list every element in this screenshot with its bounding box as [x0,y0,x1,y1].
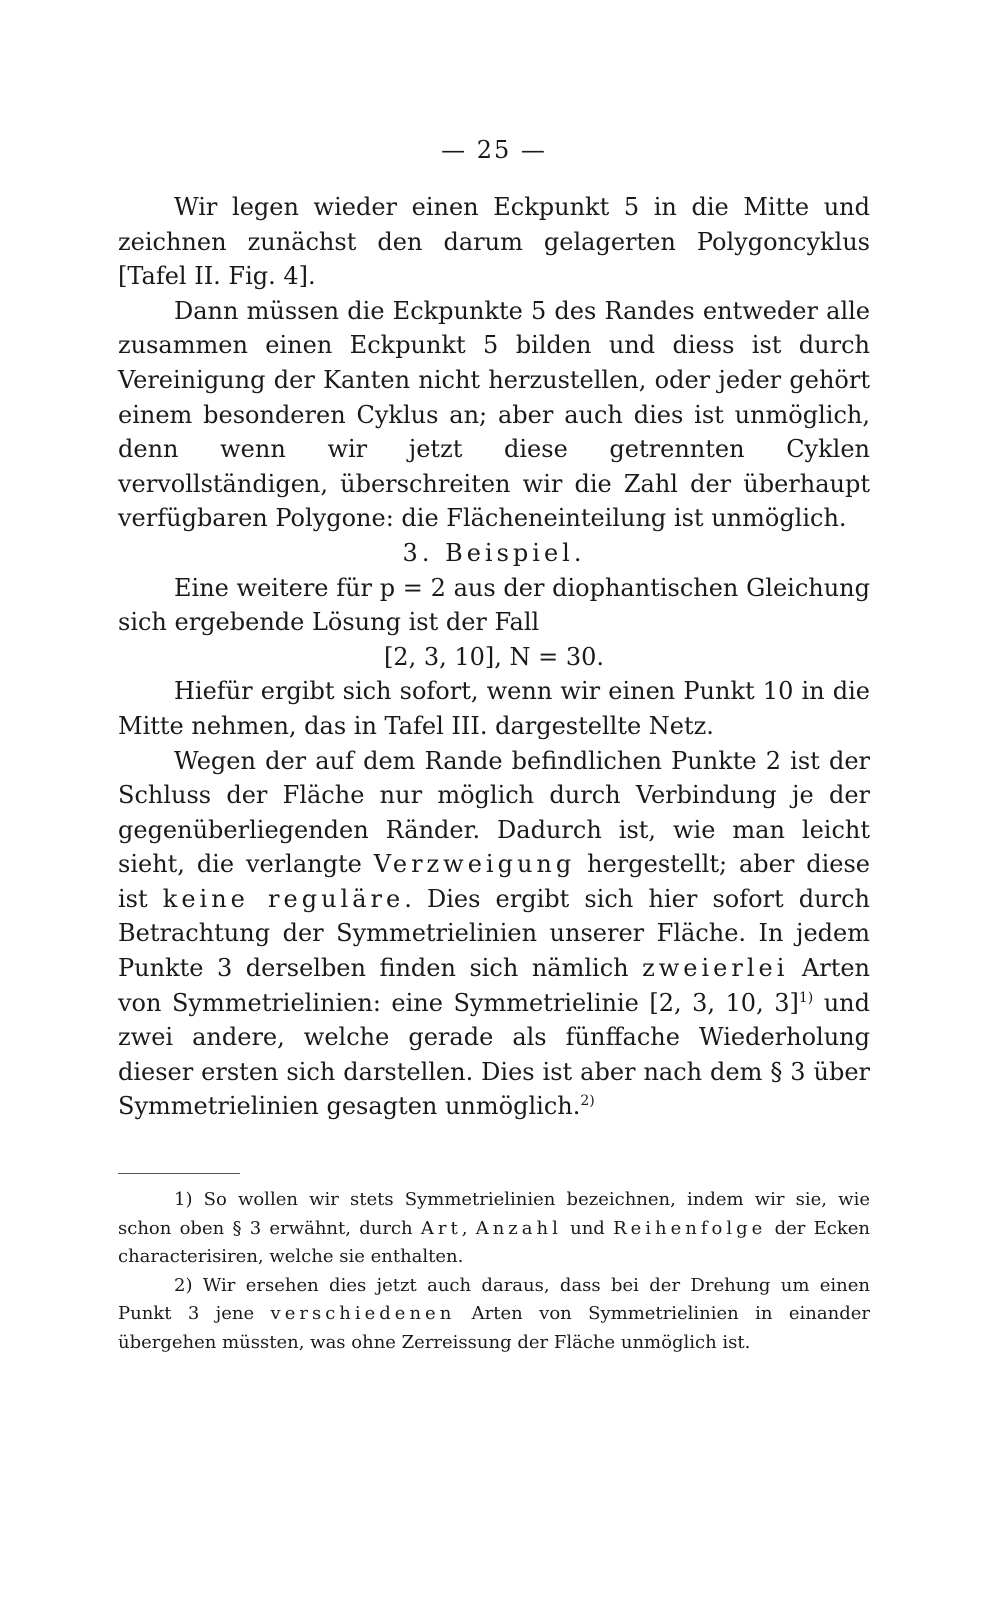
f1-part-a: 1) So wollen wir stets Symmetrielinien bezeichnen, indem wir sie, wie schon oben § 3 erwähnt, durch [118,1189,870,1239]
f2-spaced-verschiedenen: verschiedenen [270,1303,456,1324]
section-heading [118,536,870,571]
p5-spaced-zweierlei: zweierlei [642,954,789,983]
f1-part-d: der Ecken characterisiren, welche sie enthalten. [118,1217,870,1267]
page-number: — 25 — [441,136,547,164]
paragraph-1: Wir legen wieder einen Eckpunkt 5 in die Mitte und zeichnen zunächst den darum gelagerten Polygoncyklus [Tafel II. Fig. 4]. [118,193,870,291]
footnote-divider [118,1173,240,1174]
p5-spaced-keine-regulaere: keine reguläre [162,884,405,913]
f2-part-b: Arten von Symmetrielinien in einander übergehen müssten, was ohne Zerreissung der Fläche unmöglich ist. [118,1303,870,1353]
p5-part-a: Wegen der auf dem Rande befindlichen Punkte 2 ist der Schluss der Fläche nur möglich durch Verbindung je der gegenüberliegenden Ränder. Dadurch ist, wie man leicht sieht, die verlangte [118,746,870,879]
f1-part-b: , [461,1217,476,1239]
p5-part-c: . Dies ergibt sich hier sofort durch Betrachtung der Symmetrielinien unserer Fläche. In jedem Punkte 3 derselben finden sich nämlich [118,884,870,983]
paragraph-4: Hiefür ergibt sich sofort, wenn wir einen Punkt 10 in die Mitte nehmen, das in Tafel III. dargestellte Netz. [118,677,870,740]
p5-part-b: hergestellt; aber diese ist [118,850,870,913]
formula: [2, 3, 10], N = 30. [383,642,605,671]
footnote-ref-1: 1) [798,989,814,1006]
paragraph-5 [118,744,870,1125]
footnotes [118,1186,870,1357]
heading-text: 3. Beispiel. [402,538,586,567]
p5-part-d: Arten von Symmetrielinien: eine Symmetrielinie [2, 3, 10, 3] [118,954,870,1017]
f1-spaced-reihenfolge: Reihenfolge [613,1217,767,1239]
footnote-2 [118,1272,870,1358]
paragraph-3: Eine weitere für p = 2 aus der diophantischen Gleichung sich ergebende Lösung ist der Fall [118,573,870,637]
footnote-ref-2: 2) [580,1093,595,1110]
f1-spaced-anzahl: Anzahl [475,1217,562,1239]
f1-spaced-art: Art [420,1217,462,1239]
footnote-1 [118,1186,870,1272]
p5-spaced-verzweigung: Verzweigung [373,850,576,879]
p5-part-e: und zwei andere, welche gerade als fünffache Wiederholung dieser ersten sich darstellen. Dies ist aber nach dem § 3 über Symmetrielinien gesagten unmöglich. [118,988,870,1121]
main-text [118,190,870,1124]
f1-part-c: und [561,1217,614,1239]
f2-part-a: 2) Wir ersehen dies jetzt auch daraus, dass bei der Drehung um einen Punkt 3 jene [118,1274,870,1324]
paragraph-2: Dann müssen die Eckpunkte 5 des Randes entweder alle zusammen einen Eckpunkt 5 bilden und diess ist durch Vereinigung der Kanten nicht herzustellen, oder jeder gehört einem besonderen Cyklus an; aber auch dies ist unmöglich, denn wenn wir jetzt diese getrennten Cyklen vervollständigen, überschreiten wir die Zahl der überhaupt verfügbaren Polygone: die Flächeneinteilung ist unmöglich. [118,296,870,533]
